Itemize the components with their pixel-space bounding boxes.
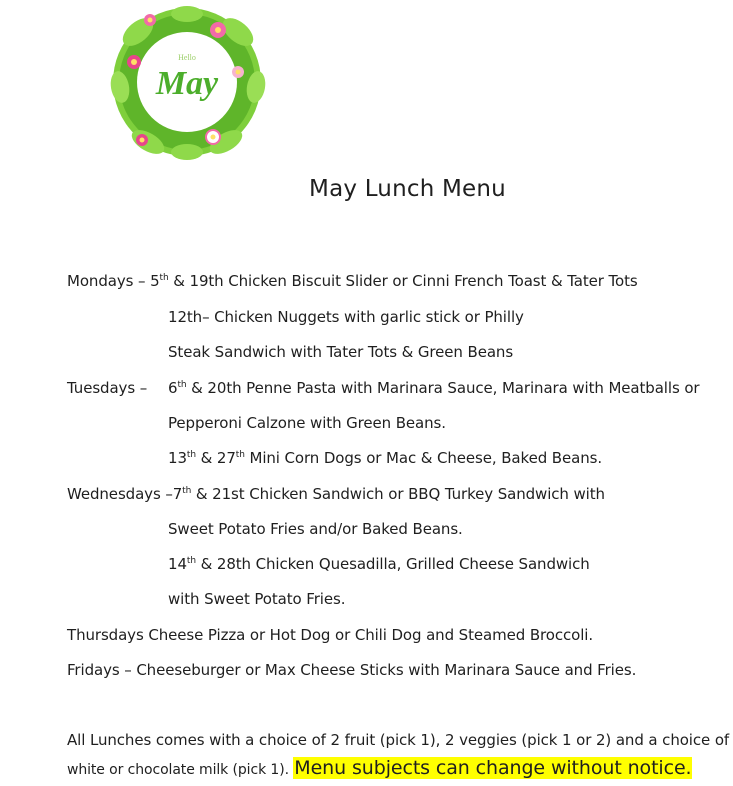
tuesday-line-1: 6th & 20th Penne Pasta with Marinara Sauce, Marinara with Meatballs or <box>168 379 700 397</box>
tuesday-line-2: Pepperoni Calzone with Green Beans. <box>168 414 446 432</box>
monday-line-3: Steak Sandwich with Tater Tots & Green Beans <box>168 343 514 361</box>
footer-line-1: All Lunches comes with a choice of 2 fruit (pick 1), 2 veggies (pick 1 or 2) and a choice of <box>67 731 730 749</box>
hello-may-wreath-logo <box>98 2 276 166</box>
monday-line-1: Mondays – 5th & 19th Chicken Biscuit Slider or Cinni French Toast & Tater Tots <box>67 272 638 290</box>
wednesday-line-3: 14th & 28th Chicken Quesadilla, Grilled Cheese Sandwich <box>168 555 590 573</box>
tuesday-line-3: 13th & 27th Mini Corn Dogs or Mac & Cheese, Baked Beans. <box>168 449 602 467</box>
footer-line-2 <box>67 757 692 779</box>
wednesday-line-1: Wednesdays –7th & 21st Chicken Sandwich or BBQ Turkey Sandwich with <box>67 485 605 503</box>
svg-text:May: May <box>155 65 219 102</box>
page-title: May Lunch Menu <box>309 176 506 202</box>
svg-text:Hello: Hello <box>178 53 196 62</box>
footer-milk-text: white or chocolate milk (pick 1). <box>67 762 294 778</box>
friday-line: Fridays – Cheeseburger or Max Cheese Sticks with Marinara Sauce and Fries. <box>67 661 637 679</box>
monday-line-2: 12th– Chicken Nuggets with garlic stick or Philly <box>168 308 524 326</box>
notice-highlight: Menu subjects can change without notice. <box>294 757 692 779</box>
tuesday-label: Tuesdays – <box>67 379 148 397</box>
thursday-line: Thursdays Cheese Pizza or Hot Dog or Chili Dog and Steamed Broccoli. <box>67 626 594 644</box>
wednesday-line-2: Sweet Potato Fries and/or Baked Beans. <box>168 520 463 538</box>
wednesday-line-4: with Sweet Potato Fries. <box>168 590 346 608</box>
